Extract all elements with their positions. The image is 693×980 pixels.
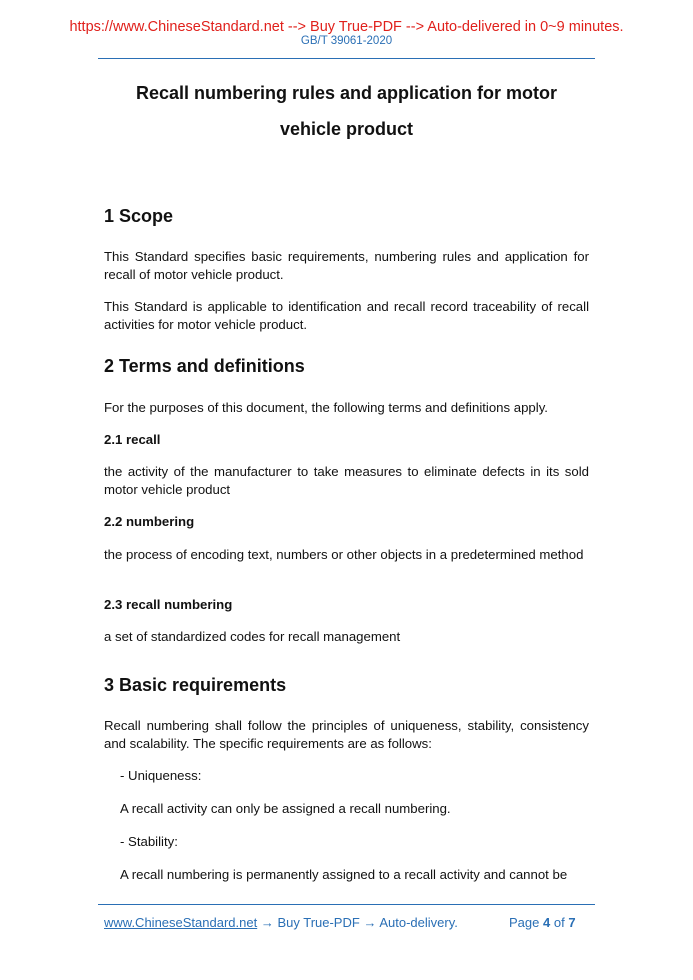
section-heading-basic-requirements: 3 Basic requirements	[104, 675, 287, 695]
scope-paragraph-2: This Standard is applicable to identification and recall record traceability of recall activities for motor vehicle product.	[104, 299, 589, 332]
basic-requirements-intro: Recall numbering shall follow the principles of uniqueness, stability, consistency and scalability. The specific requirements are as follows:	[104, 718, 589, 751]
header-divider	[98, 58, 595, 59]
requirement-label-uniqueness: - Uniqueness:	[120, 768, 202, 783]
footer-promo	[104, 915, 458, 930]
term-label-numbering: 2.2 numbering	[104, 514, 195, 529]
document-title-line-2: vehicle product	[279, 119, 414, 139]
document-title-line-1: Recall numbering rules and application for motor	[135, 83, 558, 103]
requirement-text-uniqueness: A recall activity can only be assigned a recall numbering.	[120, 801, 451, 816]
promo-banner[interactable]: https://www.ChineseStandard.net --> Buy True-PDF --> Auto-delivered in 0~9 minutes.	[69, 19, 624, 35]
term-label-recall: 2.1 recall	[104, 432, 161, 447]
arrow-icon: →	[363, 915, 377, 930]
page-total: 7	[568, 915, 576, 930]
section-heading-terms: 2 Terms and definitions	[104, 356, 305, 376]
footer-delivery-text: Auto-delivery.	[379, 915, 458, 930]
page-indicator	[509, 915, 576, 930]
footer-buy-text: Buy True-PDF	[277, 915, 360, 930]
scope-paragraph-1: This Standard specifies basic requirements, numbering rules and application for recall of motor vehicle product.	[104, 249, 589, 282]
footer-site-link[interactable]: www.ChineseStandard.net	[104, 915, 258, 930]
terms-intro: For the purposes of this document, the following terms and definitions apply.	[104, 400, 548, 415]
page-of-label: of	[553, 915, 565, 930]
requirement-label-stability: - Stability:	[120, 834, 178, 849]
term-definition-recall-numbering: a set of standardized codes for recall management	[104, 629, 401, 644]
page-label: Page	[509, 915, 540, 930]
arrow-icon: →	[260, 915, 274, 930]
footer-divider	[98, 904, 595, 905]
term-definition-numbering: the process of encoding text, numbers or other objects in a predetermined method	[104, 547, 584, 562]
term-definition-recall: the activity of the manufacturer to take measures to eliminate defects in its sold motor vehicle product	[104, 464, 589, 497]
requirement-text-stability: A recall numbering is permanently assigned to a recall activity and cannot be	[120, 867, 568, 882]
page-current: 4	[543, 915, 551, 930]
term-label-recall-numbering: 2.3 recall numbering	[104, 597, 233, 612]
section-heading-scope: 1 Scope	[104, 206, 174, 226]
standard-code: GB/T 39061-2020	[300, 35, 393, 47]
